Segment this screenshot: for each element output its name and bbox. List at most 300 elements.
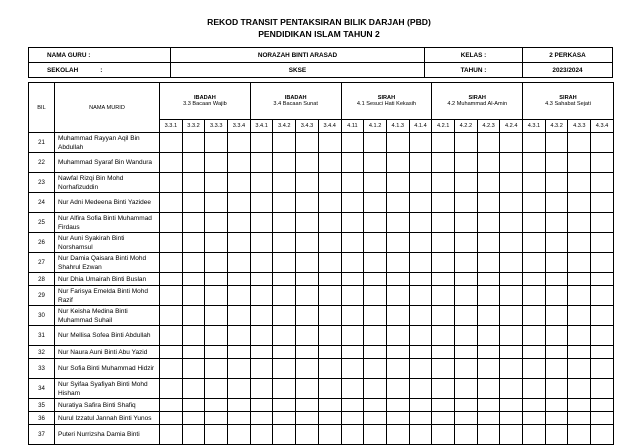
score-cell[interactable]: [182, 213, 205, 233]
score-cell[interactable]: [477, 173, 500, 193]
score-cell[interactable]: [318, 412, 341, 425]
score-cell[interactable]: [432, 273, 455, 286]
score-cell[interactable]: [568, 379, 591, 399]
score-cell[interactable]: [523, 286, 546, 306]
score-cell[interactable]: [386, 379, 409, 399]
score-cell[interactable]: [386, 213, 409, 233]
score-cell[interactable]: [591, 399, 614, 412]
score-cell[interactable]: [409, 193, 432, 213]
score-cell[interactable]: [182, 379, 205, 399]
score-cell[interactable]: [296, 153, 319, 173]
score-cell[interactable]: [409, 399, 432, 412]
score-cell[interactable]: [205, 412, 228, 425]
score-cell[interactable]: [205, 326, 228, 346]
score-cell[interactable]: [591, 359, 614, 379]
score-cell[interactable]: [500, 379, 523, 399]
score-cell[interactable]: [500, 346, 523, 359]
score-cell[interactable]: [432, 233, 455, 253]
score-cell[interactable]: [523, 253, 546, 273]
score-cell[interactable]: [250, 346, 273, 359]
score-cell[interactable]: [409, 286, 432, 306]
score-cell[interactable]: [409, 306, 432, 326]
score-cell[interactable]: [318, 379, 341, 399]
score-cell[interactable]: [386, 193, 409, 213]
score-cell[interactable]: [500, 193, 523, 213]
score-cell[interactable]: [455, 412, 478, 425]
score-cell[interactable]: [296, 273, 319, 286]
score-cell[interactable]: [386, 399, 409, 412]
score-cell[interactable]: [409, 359, 432, 379]
score-cell[interactable]: [250, 359, 273, 379]
score-cell[interactable]: [545, 193, 568, 213]
score-cell[interactable]: [523, 326, 546, 346]
score-cell[interactable]: [341, 346, 364, 359]
score-cell[interactable]: [477, 233, 500, 253]
score-cell[interactable]: [409, 326, 432, 346]
score-cell[interactable]: [477, 133, 500, 153]
score-cell[interactable]: [364, 193, 387, 213]
score-cell[interactable]: [205, 233, 228, 253]
score-cell[interactable]: [341, 193, 364, 213]
score-cell[interactable]: [500, 233, 523, 253]
score-cell[interactable]: [568, 399, 591, 412]
score-cell[interactable]: [341, 379, 364, 399]
score-cell[interactable]: [568, 273, 591, 286]
score-cell[interactable]: [341, 133, 364, 153]
score-cell[interactable]: [228, 326, 251, 346]
score-cell[interactable]: [477, 273, 500, 286]
score-cell[interactable]: [500, 253, 523, 273]
score-cell[interactable]: [545, 326, 568, 346]
score-cell[interactable]: [386, 306, 409, 326]
score-cell[interactable]: [160, 399, 183, 412]
score-cell[interactable]: [273, 233, 296, 253]
score-cell[interactable]: [250, 399, 273, 412]
score-cell[interactable]: [545, 379, 568, 399]
score-cell[interactable]: [318, 133, 341, 153]
score-cell[interactable]: [477, 153, 500, 173]
score-cell[interactable]: [250, 412, 273, 425]
score-cell[interactable]: [364, 412, 387, 425]
score-cell[interactable]: [500, 326, 523, 346]
score-cell[interactable]: [341, 273, 364, 286]
score-cell[interactable]: [568, 286, 591, 306]
score-cell[interactable]: [409, 346, 432, 359]
score-cell[interactable]: [182, 346, 205, 359]
score-cell[interactable]: [545, 253, 568, 273]
score-cell[interactable]: [364, 233, 387, 253]
score-cell[interactable]: [228, 412, 251, 425]
score-cell[interactable]: [160, 253, 183, 273]
score-cell[interactable]: [568, 346, 591, 359]
score-cell[interactable]: [364, 399, 387, 412]
score-cell[interactable]: [386, 346, 409, 359]
score-cell[interactable]: [545, 346, 568, 359]
score-cell[interactable]: [296, 133, 319, 153]
score-cell[interactable]: [273, 412, 296, 425]
score-cell[interactable]: [591, 213, 614, 233]
score-cell[interactable]: [591, 253, 614, 273]
score-cell[interactable]: [432, 213, 455, 233]
score-cell[interactable]: [228, 173, 251, 193]
score-cell[interactable]: [568, 133, 591, 153]
score-cell[interactable]: [455, 286, 478, 306]
score-cell[interactable]: [205, 153, 228, 173]
score-cell[interactable]: [500, 173, 523, 193]
score-cell[interactable]: [500, 286, 523, 306]
score-cell[interactable]: [160, 213, 183, 233]
score-cell[interactable]: [477, 379, 500, 399]
score-cell[interactable]: [409, 153, 432, 173]
score-cell[interactable]: [341, 153, 364, 173]
score-cell[interactable]: [205, 399, 228, 412]
score-cell[interactable]: [160, 359, 183, 379]
score-cell[interactable]: [432, 399, 455, 412]
score-cell[interactable]: [228, 193, 251, 213]
score-cell[interactable]: [205, 193, 228, 213]
score-cell[interactable]: [318, 213, 341, 233]
score-cell[interactable]: [296, 173, 319, 193]
score-cell[interactable]: [591, 153, 614, 173]
score-cell[interactable]: [432, 133, 455, 153]
score-cell[interactable]: [591, 286, 614, 306]
score-cell[interactable]: [545, 173, 568, 193]
score-cell[interactable]: [364, 253, 387, 273]
score-cell[interactable]: [228, 233, 251, 253]
score-cell[interactable]: [523, 213, 546, 233]
score-cell[interactable]: [568, 359, 591, 379]
score-cell[interactable]: [205, 306, 228, 326]
score-cell[interactable]: [318, 233, 341, 253]
score-cell[interactable]: [205, 133, 228, 153]
score-cell[interactable]: [250, 286, 273, 306]
score-cell[interactable]: [341, 326, 364, 346]
score-cell[interactable]: [296, 286, 319, 306]
score-cell[interactable]: [591, 346, 614, 359]
score-cell[interactable]: [296, 399, 319, 412]
score-cell[interactable]: [250, 153, 273, 173]
score-cell[interactable]: [318, 193, 341, 213]
score-cell[interactable]: [455, 153, 478, 173]
score-cell[interactable]: [273, 153, 296, 173]
score-cell[interactable]: [523, 193, 546, 213]
score-cell[interactable]: [341, 213, 364, 233]
score-cell[interactable]: [455, 399, 478, 412]
score-cell[interactable]: [182, 253, 205, 273]
score-cell[interactable]: [296, 346, 319, 359]
score-cell[interactable]: [545, 286, 568, 306]
score-cell[interactable]: [341, 306, 364, 326]
score-cell[interactable]: [386, 273, 409, 286]
score-cell[interactable]: [386, 286, 409, 306]
score-cell[interactable]: [182, 153, 205, 173]
score-cell[interactable]: [477, 326, 500, 346]
score-cell[interactable]: [386, 233, 409, 253]
score-cell[interactable]: [409, 273, 432, 286]
score-cell[interactable]: [523, 133, 546, 153]
score-cell[interactable]: [455, 346, 478, 359]
score-cell[interactable]: [182, 326, 205, 346]
score-cell[interactable]: [273, 273, 296, 286]
score-cell[interactable]: [432, 286, 455, 306]
score-cell[interactable]: [273, 359, 296, 379]
score-cell[interactable]: [523, 412, 546, 425]
score-cell[interactable]: [477, 412, 500, 425]
score-cell[interactable]: [568, 153, 591, 173]
score-cell[interactable]: [568, 412, 591, 425]
score-cell[interactable]: [432, 193, 455, 213]
score-cell[interactable]: [409, 213, 432, 233]
score-cell[interactable]: [160, 273, 183, 286]
score-cell[interactable]: [477, 306, 500, 326]
score-cell[interactable]: [455, 273, 478, 286]
score-cell[interactable]: [228, 379, 251, 399]
score-cell[interactable]: [545, 133, 568, 153]
score-cell[interactable]: [568, 326, 591, 346]
score-cell[interactable]: [205, 359, 228, 379]
score-cell[interactable]: [477, 359, 500, 379]
score-cell[interactable]: [250, 273, 273, 286]
score-cell[interactable]: [455, 193, 478, 213]
score-cell[interactable]: [523, 233, 546, 253]
score-cell[interactable]: [296, 359, 319, 379]
score-cell[interactable]: [477, 253, 500, 273]
score-cell[interactable]: [160, 233, 183, 253]
score-cell[interactable]: [386, 412, 409, 425]
score-cell[interactable]: [568, 306, 591, 326]
score-cell[interactable]: [296, 233, 319, 253]
score-cell[interactable]: [523, 359, 546, 379]
score-cell[interactable]: [250, 133, 273, 153]
score-cell[interactable]: [409, 173, 432, 193]
score-cell[interactable]: [205, 173, 228, 193]
score-cell[interactable]: [364, 213, 387, 233]
score-cell[interactable]: [364, 273, 387, 286]
score-cell[interactable]: [182, 412, 205, 425]
score-cell[interactable]: [568, 193, 591, 213]
score-cell[interactable]: [455, 213, 478, 233]
score-cell[interactable]: [455, 133, 478, 153]
score-cell[interactable]: [409, 412, 432, 425]
score-cell[interactable]: [432, 326, 455, 346]
score-cell[interactable]: [205, 273, 228, 286]
score-cell[interactable]: [432, 253, 455, 273]
score-cell[interactable]: [296, 412, 319, 425]
score-cell[interactable]: [341, 359, 364, 379]
score-cell[interactable]: [455, 379, 478, 399]
score-cell[interactable]: [545, 153, 568, 173]
score-cell[interactable]: [455, 253, 478, 273]
score-cell[interactable]: [160, 153, 183, 173]
score-cell[interactable]: [500, 412, 523, 425]
score-cell[interactable]: [386, 326, 409, 346]
score-cell[interactable]: [250, 233, 273, 253]
score-cell[interactable]: [386, 173, 409, 193]
score-cell[interactable]: [523, 153, 546, 173]
score-cell[interactable]: [273, 193, 296, 213]
score-cell[interactable]: [318, 173, 341, 193]
score-cell[interactable]: [318, 153, 341, 173]
score-cell[interactable]: [205, 346, 228, 359]
score-cell[interactable]: [500, 399, 523, 412]
score-cell[interactable]: [455, 326, 478, 346]
score-cell[interactable]: [318, 346, 341, 359]
score-cell[interactable]: [273, 133, 296, 153]
score-cell[interactable]: [205, 253, 228, 273]
score-cell[interactable]: [250, 173, 273, 193]
score-cell[interactable]: [523, 306, 546, 326]
score-cell[interactable]: [273, 173, 296, 193]
score-cell[interactable]: [386, 153, 409, 173]
score-cell[interactable]: [386, 359, 409, 379]
score-cell[interactable]: [364, 153, 387, 173]
score-cell[interactable]: [273, 346, 296, 359]
score-cell[interactable]: [318, 306, 341, 326]
score-cell[interactable]: [228, 399, 251, 412]
score-cell[interactable]: [205, 286, 228, 306]
score-cell[interactable]: [318, 286, 341, 306]
score-cell[interactable]: [182, 306, 205, 326]
score-cell[interactable]: [568, 253, 591, 273]
score-cell[interactable]: [182, 133, 205, 153]
score-cell[interactable]: [318, 399, 341, 412]
score-cell[interactable]: [182, 399, 205, 412]
score-cell[interactable]: [500, 273, 523, 286]
score-cell[interactable]: [228, 133, 251, 153]
score-cell[interactable]: [160, 173, 183, 193]
score-cell[interactable]: [341, 412, 364, 425]
score-cell[interactable]: [205, 379, 228, 399]
score-cell[interactable]: [500, 359, 523, 379]
score-cell[interactable]: [545, 213, 568, 233]
score-cell[interactable]: [591, 133, 614, 153]
score-cell[interactable]: [182, 273, 205, 286]
score-cell[interactable]: [250, 213, 273, 233]
score-cell[interactable]: [160, 306, 183, 326]
score-cell[interactable]: [591, 412, 614, 425]
score-cell[interactable]: [432, 153, 455, 173]
score-cell[interactable]: [568, 213, 591, 233]
score-cell[interactable]: [296, 193, 319, 213]
score-cell[interactable]: [523, 346, 546, 359]
score-cell[interactable]: [477, 346, 500, 359]
score-cell[interactable]: [273, 306, 296, 326]
score-cell[interactable]: [545, 359, 568, 379]
score-cell[interactable]: [296, 326, 319, 346]
score-cell[interactable]: [228, 346, 251, 359]
score-cell[interactable]: [341, 286, 364, 306]
score-cell[interactable]: [182, 359, 205, 379]
score-cell[interactable]: [341, 253, 364, 273]
score-cell[interactable]: [523, 273, 546, 286]
score-cell[interactable]: [318, 273, 341, 286]
score-cell[interactable]: [477, 213, 500, 233]
score-cell[interactable]: [250, 193, 273, 213]
score-cell[interactable]: [160, 326, 183, 346]
score-cell[interactable]: [568, 233, 591, 253]
score-cell[interactable]: [205, 213, 228, 233]
score-cell[interactable]: [455, 359, 478, 379]
score-cell[interactable]: [591, 173, 614, 193]
score-cell[interactable]: [477, 193, 500, 213]
score-cell[interactable]: [364, 306, 387, 326]
score-cell[interactable]: [160, 346, 183, 359]
score-cell[interactable]: [591, 306, 614, 326]
score-cell[interactable]: [364, 359, 387, 379]
score-cell[interactable]: [273, 213, 296, 233]
score-cell[interactable]: [364, 326, 387, 346]
score-cell[interactable]: [523, 379, 546, 399]
score-cell[interactable]: [523, 399, 546, 412]
score-cell[interactable]: [182, 233, 205, 253]
score-cell[interactable]: [432, 379, 455, 399]
score-cell[interactable]: [500, 133, 523, 153]
score-cell[interactable]: [432, 412, 455, 425]
score-cell[interactable]: [364, 346, 387, 359]
score-cell[interactable]: [273, 326, 296, 346]
score-cell[interactable]: [273, 286, 296, 306]
score-cell[interactable]: [160, 286, 183, 306]
score-cell[interactable]: [500, 306, 523, 326]
score-cell[interactable]: [409, 253, 432, 273]
score-cell[interactable]: [591, 233, 614, 253]
score-cell[interactable]: [545, 306, 568, 326]
score-cell[interactable]: [523, 173, 546, 193]
score-cell[interactable]: [341, 233, 364, 253]
score-cell[interactable]: [160, 412, 183, 425]
score-cell[interactable]: [432, 346, 455, 359]
score-cell[interactable]: [341, 173, 364, 193]
score-cell[interactable]: [455, 233, 478, 253]
score-cell[interactable]: [477, 286, 500, 306]
score-cell[interactable]: [591, 326, 614, 346]
score-cell[interactable]: [341, 399, 364, 412]
score-cell[interactable]: [228, 359, 251, 379]
score-cell[interactable]: [364, 286, 387, 306]
score-cell[interactable]: [228, 306, 251, 326]
score-cell[interactable]: [296, 306, 319, 326]
score-cell[interactable]: [591, 379, 614, 399]
score-cell[interactable]: [500, 153, 523, 173]
score-cell[interactable]: [273, 379, 296, 399]
score-cell[interactable]: [432, 306, 455, 326]
score-cell[interactable]: [250, 326, 273, 346]
score-cell[interactable]: [160, 193, 183, 213]
score-cell[interactable]: [182, 173, 205, 193]
score-cell[interactable]: [409, 233, 432, 253]
score-cell[interactable]: [364, 173, 387, 193]
score-cell[interactable]: [432, 173, 455, 193]
score-cell[interactable]: [160, 133, 183, 153]
score-cell[interactable]: [228, 153, 251, 173]
score-cell[interactable]: [273, 399, 296, 412]
score-cell[interactable]: [364, 133, 387, 153]
score-cell[interactable]: [432, 359, 455, 379]
score-cell[interactable]: [182, 193, 205, 213]
score-cell[interactable]: [182, 286, 205, 306]
score-cell[interactable]: [545, 273, 568, 286]
score-cell[interactable]: [228, 286, 251, 306]
score-cell[interactable]: [228, 253, 251, 273]
score-cell[interactable]: [228, 213, 251, 233]
score-cell[interactable]: [160, 379, 183, 399]
score-cell[interactable]: [568, 173, 591, 193]
score-cell[interactable]: [250, 306, 273, 326]
score-cell[interactable]: [545, 233, 568, 253]
score-cell[interactable]: [591, 273, 614, 286]
score-cell[interactable]: [273, 253, 296, 273]
score-cell[interactable]: [296, 379, 319, 399]
